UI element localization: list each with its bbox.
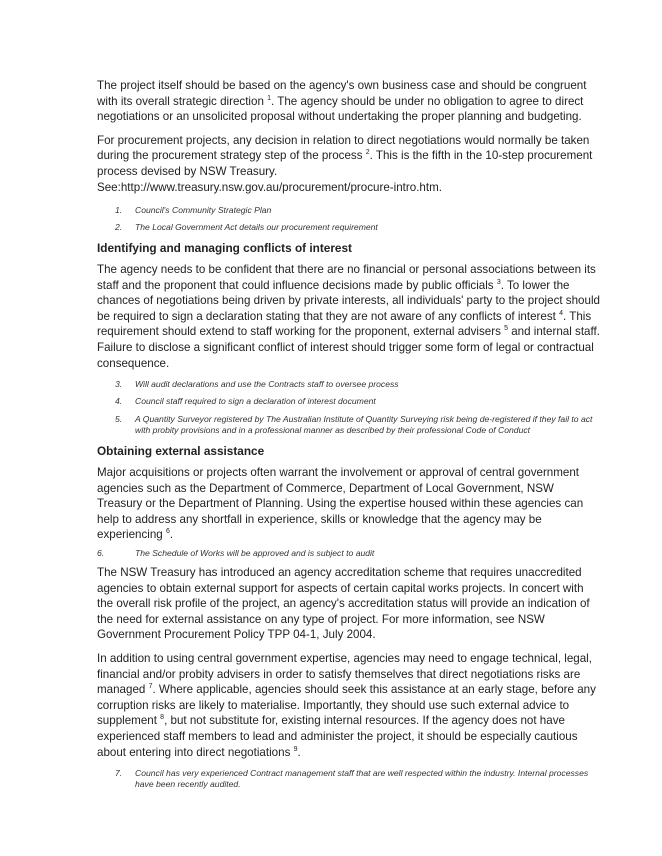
para3-text-a: The agency needs to be confident that there are no financial or personal associations between its staff and the proponent that could influence decisions made by public officials <box>97 262 596 292</box>
para2-text-b: . This is the fifth in the 10-step procurement process devised by NSW Treasury. <box>97 149 593 178</box>
para6-text-a: In addition to using central government expertise, agencies may need to engage technical, legal, financial and/or probity advisers in order to satisfy themselves that direct negotiations risks are managed <box>97 652 592 697</box>
note-item <box>97 379 602 390</box>
footnote-ref-3: 3 <box>496 278 501 286</box>
paragraph-conflicts <box>97 262 602 371</box>
note-number: 5. <box>115 413 123 424</box>
paragraph-accreditation: The NSW Treasury has introduced an agency accreditation scheme that requires unaccredited agencies to obtain external support for aspects of certain capital works projects. In concert with the overall risk profile of the project, an agency's accreditation status will provide an indication of the need for external assistance on any type of project. For more information, see NSW Government Procurement Policy TPP 04-1, July 2004. <box>97 566 590 642</box>
para1-text-b: . The agency should be under no obligation to agree to direct negotiations or an unsolicited proposal without undertaking the proper planning and budgeting. <box>97 94 584 124</box>
notes-list-1 <box>97 205 602 233</box>
note-number: 2. <box>115 221 123 232</box>
paragraph-procurement <box>97 133 602 180</box>
para3-text-d: and internal staff. Failure to disclose a significant conflict of interest should trigger some form of legal or contractual consequence. <box>97 325 600 370</box>
footnote-ref-6: 6 <box>165 528 170 536</box>
para6-text-c: , but not substitute for, existing internal resources. If the agency does not have experienced staff members to lead and administer the project, it should be especially cautious about entering into direct negotiations <box>97 714 578 759</box>
para6-text-b: . Where applicable, agencies should seek this assistance at an early stage, before any corruption risks are likely to materialise. Importantly, they should use such external advice to supplement <box>97 683 596 728</box>
note-item <box>97 768 602 790</box>
note-number: 6. <box>97 547 105 558</box>
footnote-ref-7: 7 <box>148 683 153 691</box>
note-number: 3. <box>115 379 123 390</box>
para2-text-a: For procurement projects, any decision in relation to direct negotiations would normally be taken during the procurement strategy step of the process <box>97 133 590 163</box>
notes-list-2 <box>97 379 602 436</box>
note-item <box>97 396 602 407</box>
footnote-ref-8: 8 <box>160 714 165 722</box>
note-number: 7. <box>115 768 123 779</box>
heading-external-assistance: Obtaining external assistance <box>97 443 265 458</box>
paragraph-strategic-direction <box>97 78 602 125</box>
footnote-ref-5: 5 <box>504 325 508 333</box>
treasury-link[interactable]: See:http://www.treasury.nsw.gov.au/procurement/procure-intro.htm. <box>97 180 442 194</box>
note-item <box>97 222 602 233</box>
note-item <box>97 548 602 559</box>
para4-text-b: . <box>169 528 174 542</box>
footnote-ref-9: 9 <box>293 745 298 753</box>
paragraph-advisers <box>97 651 602 760</box>
note-text: Council staff required to sign a declaration of interest document <box>135 396 376 407</box>
note-text: The Schedule of Works will be approved and is subject to audit <box>135 547 375 558</box>
note-text: The Local Government Act details our procurement requirement <box>135 221 378 232</box>
paragraph-central-agencies <box>97 465 602 543</box>
footnote-ref-1: 1 <box>267 94 272 102</box>
note-text: A Quantity Surveyor registered by The Australian Institute of Quantity Surveying risk being de-registered if they fail to act with probity provisions and in a professional manner as described by their professional Code of Conduct <box>135 413 593 435</box>
note-item <box>97 414 602 436</box>
para4-text-a: Major acquisitions or projects often warrant the involvement or approval of central government agencies such as the Department of Commerce, Department of Local Government, NSW Treasury or the Department of Planning. Using the expertise housed within these agencies can help to address any shortfall in experience, skills or knowledge that the agency may be experiencing <box>97 465 584 542</box>
para3-text-c: . This requirement should extend to staff working for the proponent, external advisers <box>97 309 592 339</box>
para6-text-d: . <box>297 745 301 759</box>
footnote-ref-4: 4 <box>559 309 563 317</box>
note-text: Council's Community Strategic Plan <box>135 204 272 215</box>
note-number: 1. <box>115 204 123 215</box>
para1-text-a: The project itself should be based on the agency's own business case and should be congruent with its overall strategic direction <box>97 79 587 108</box>
heading-conflicts-of-interest: Identifying and managing conflicts of interest <box>97 240 352 255</box>
note-text: Will audit declarations and use the Contracts staff to oversee process <box>135 379 399 390</box>
note-text: Council has very experienced Contract management staff that are well respected within the industry. Internal processes have been recently audited. <box>135 768 589 790</box>
note-item <box>97 205 602 216</box>
para3-text-b: . To lower the chances of negotiations being driven by private interests, all individuals' party to the project should be required to sign a declaration stating that they are not aware of any conflicts of interest <box>97 278 600 323</box>
footnote-ref-2: 2 <box>365 149 370 157</box>
note-number: 4. <box>115 396 123 407</box>
